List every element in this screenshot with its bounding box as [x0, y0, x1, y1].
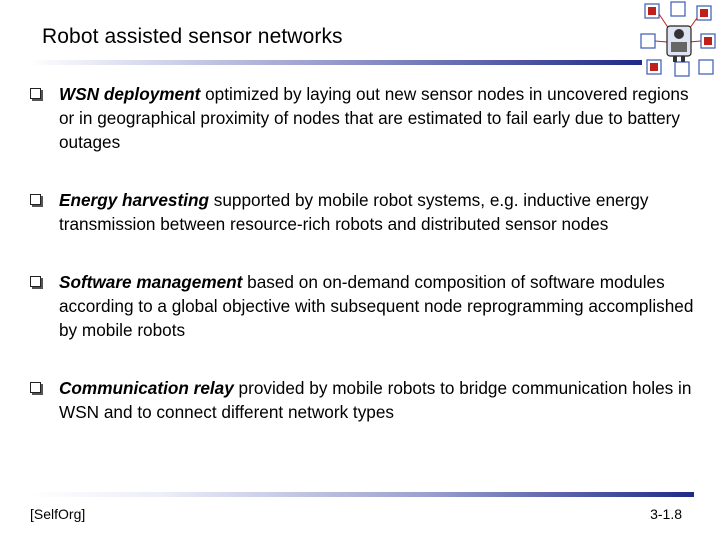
bullet-box-icon [30, 382, 41, 393]
bullet-item [30, 188, 700, 236]
footer-divider [28, 492, 694, 497]
bullet-text: supported by mobile robot systems, e.g. inductive energy transmission between resource-rich robots and distributed sensor nodes [59, 190, 649, 234]
bullet-box-icon [30, 194, 41, 205]
bullet-term: Communication relay [59, 378, 234, 398]
bullet-box-icon [30, 88, 41, 99]
bullet-term: Energy harvesting [59, 190, 209, 210]
robot-network-logo-icon [637, 0, 720, 80]
bullet-text: based on on-demand composition of software modules according to a global objective with subsequent node reprogramming accomplished by mobile robots [59, 272, 694, 340]
bullet-box-icon [30, 276, 41, 287]
bullet-term: WSN deployment [59, 84, 201, 104]
bullet-text: optimized by laying out new sensor nodes in uncovered regions or in geographical proximity of nodes that are estimated to fail early due to battery outages [59, 84, 689, 152]
slide-number: 3-1.8 [650, 506, 682, 522]
bullet-term: Software management [59, 272, 243, 292]
title-divider [28, 60, 642, 65]
bullet-item [30, 376, 700, 424]
bullet-item [30, 82, 700, 154]
footer-source: [SelfOrg] [30, 506, 86, 522]
bullet-item [30, 270, 700, 342]
slide-title: Robot assisted sensor networks [42, 25, 343, 48]
bullet-list [30, 82, 700, 424]
bullet-text: provided by mobile robots to bridge communication holes in WSN and to connect different network types [59, 378, 692, 422]
